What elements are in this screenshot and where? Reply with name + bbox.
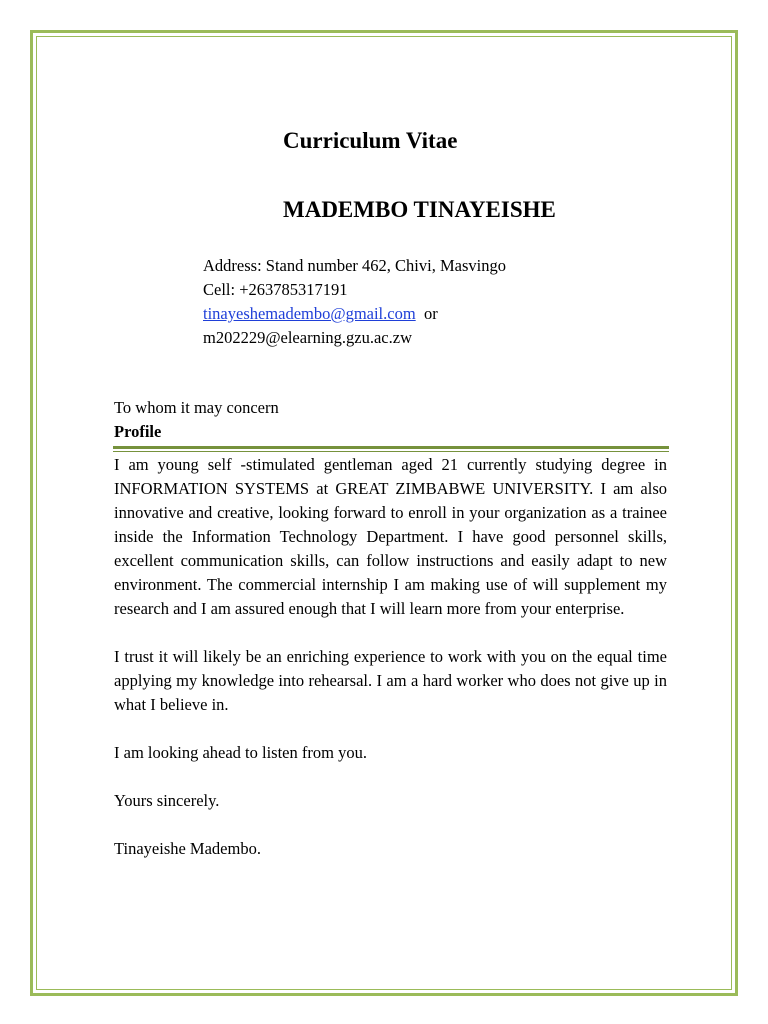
applicant-name: MADEMBO TINAYEISHE (283, 197, 556, 222)
section-divider-thin (113, 451, 669, 452)
profile-paragraph: I trust it will likely be an enriching experience to work with you on the equal time applying my knowledge into rehearsal. I am a hard worker who does not give up in what I believe in. (114, 647, 667, 714)
closing-line: I am looking ahead to listen from you. (114, 743, 367, 762)
sign-off: Yours sincerely. (114, 791, 220, 810)
profile-paragraph: I am young self -stimulated gentleman aged 21 currently studying degree in INFORMATION SYSTEMS at GREAT ZIMBABWE UNIVERSITY. I am also innovative and creative, looking forward to enroll in your organization as a trainee inside the Information Technology Department. I have good personnel skills, excellent communication skills, can follow instructions and easily adapt to new environment. The commercial internship I am making use of will supplement my research and I am assured enough that I will learn more from your enterprise. (114, 455, 667, 618)
document-title: Curriculum Vitae (283, 128, 458, 153)
email-line (203, 302, 506, 326)
section-heading-profile: Profile (114, 422, 162, 441)
profile-body (114, 453, 667, 885)
email-secondary-line: m202229@elearning.gzu.ac.zw (203, 328, 412, 347)
contact-block (203, 254, 506, 350)
email-link-primary[interactable]: tinayeshemadembo@gmail.com (203, 304, 416, 323)
email-connector: or (423, 304, 438, 323)
section-divider-thick (113, 446, 669, 449)
greeting: To whom it may concern (114, 398, 279, 417)
signature-name: Tinayeishe Madembo. (114, 839, 261, 858)
cell-line: Cell: +263785317191 (203, 280, 348, 299)
address-line: Address: Stand number 462, Chivi, Masvingo (203, 256, 506, 275)
